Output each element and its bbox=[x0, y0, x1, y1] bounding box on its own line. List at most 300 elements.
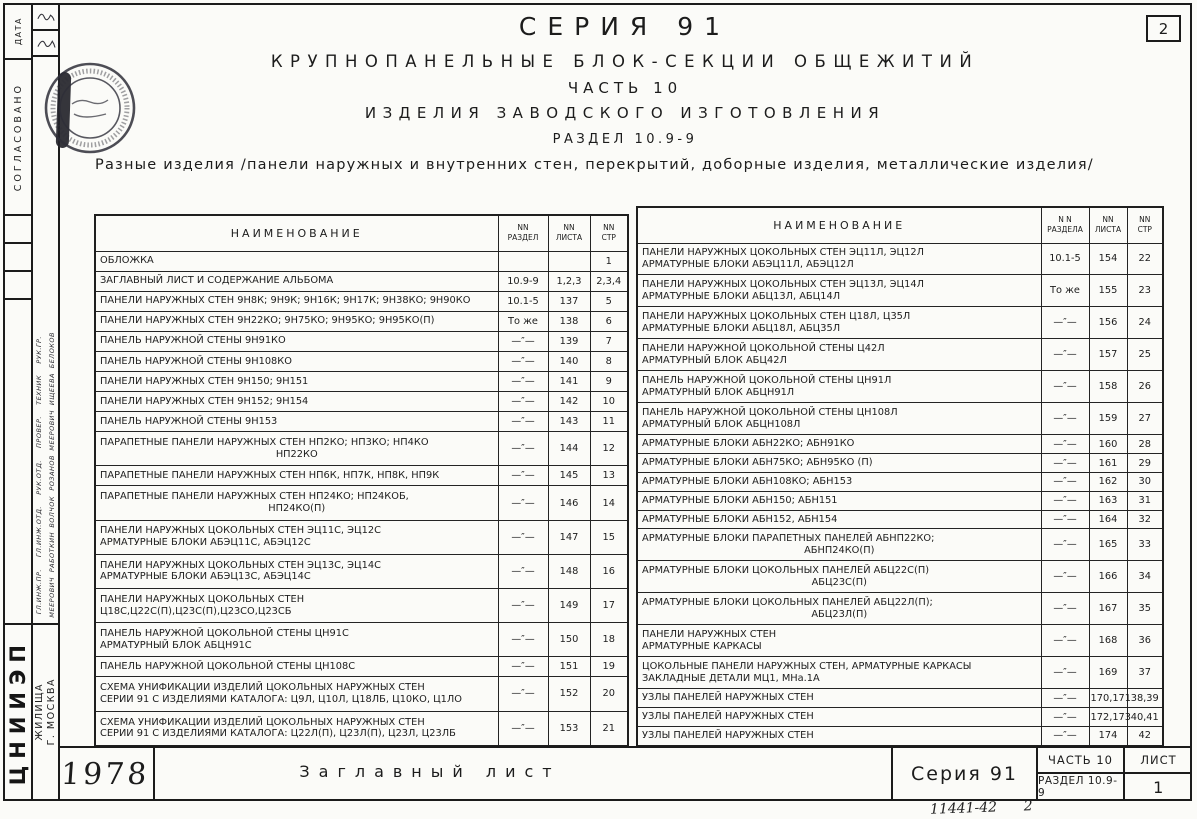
item-name-line1: ПАНЕЛИ НАРУЖНЫХ ЦОКОЛЬНЫХ СТЕН ЭЦ11С, ЭЦ12С bbox=[100, 525, 381, 537]
header-line-label: ЛИСТА bbox=[1094, 225, 1122, 235]
cell-sheet: 168 bbox=[1089, 625, 1127, 657]
cell-section: 10.1-5 bbox=[498, 291, 548, 311]
item-name-line2: АРМАТУРНЫЙ БЛОК АБЦ42Л bbox=[642, 354, 787, 366]
page-number-box bbox=[1146, 15, 1181, 42]
cell-section: —″— bbox=[498, 588, 548, 622]
cell-name bbox=[95, 392, 498, 412]
cell-name bbox=[95, 554, 498, 588]
cell-name bbox=[95, 623, 498, 657]
cell-section: —″— bbox=[498, 677, 548, 711]
cell-name bbox=[637, 708, 1041, 727]
signature-role-label: РУК.ОТД. bbox=[35, 459, 43, 495]
signature-name-label: МЕЕРОВИЧ bbox=[48, 410, 56, 451]
cell-sheet: 154 bbox=[1089, 243, 1127, 275]
cell-page: 12 bbox=[590, 432, 628, 466]
cell-page: 27 bbox=[1127, 403, 1163, 435]
rail-box-scribble bbox=[33, 31, 58, 57]
table-row bbox=[637, 657, 1163, 689]
cell-section: —″— bbox=[1041, 339, 1089, 371]
cell-name bbox=[95, 486, 498, 520]
signature-names bbox=[46, 330, 58, 620]
cell-page: 42 bbox=[1127, 726, 1163, 746]
cell-page: 8 bbox=[590, 351, 628, 371]
cell-section: —″— bbox=[498, 351, 548, 371]
cell-page: 19 bbox=[590, 657, 628, 677]
products-line: ИЗДЕЛИЯ ЗАВОДСКОГО ИЗГОТОВЛЕНИЯ bbox=[364, 104, 886, 122]
item-name-line1: ПАНЕЛЬ НАРУЖНОЙ ЦОКОЛЬНОЙ СТЕНЫ ЦН91С bbox=[100, 627, 349, 639]
table-row bbox=[637, 275, 1163, 307]
cell-name bbox=[95, 657, 498, 677]
cell-name bbox=[95, 588, 498, 622]
cell-page: 6 bbox=[590, 311, 628, 331]
item-name-line1: УЗЛЫ ПАНЕЛЕЙ НАРУЖНЫХ СТЕН bbox=[642, 711, 814, 723]
cell-sheet: 170,171 bbox=[1089, 689, 1127, 708]
item-name-line1: ПАНЕЛИ НАРУЖНЫХ СТЕН 9Н8К; 9Н9К; 9Н16К; 9Н17К; 9Н38КО; 9Н90КО bbox=[100, 295, 471, 307]
column-header-sheet bbox=[1089, 207, 1127, 243]
cell-sheet: 144 bbox=[548, 432, 590, 466]
handwritten-inventory-note: 11441-42 2 bbox=[929, 798, 1033, 818]
table-row bbox=[637, 593, 1163, 625]
cell-sheet: 146 bbox=[548, 486, 590, 520]
cell-name bbox=[95, 311, 498, 331]
cell-section: —″— bbox=[498, 554, 548, 588]
item-name-line2-centered: НП24КО(П) bbox=[268, 503, 326, 515]
cell-section: —″— bbox=[498, 711, 548, 746]
table-row bbox=[95, 486, 628, 520]
item-name-line1: ПАНЕЛИ НАРУЖНЫХ СТЕН 9Н152; 9Н154 bbox=[100, 395, 309, 407]
item-name-line2: АРМАТУРНЫЙ БЛОК АБЦН108Л bbox=[642, 418, 801, 430]
item-name-line2: АРМАТУРНЫЕ БЛОКИ АБЦ18Л, АБЦ35Л bbox=[642, 322, 841, 334]
cell-name bbox=[95, 466, 498, 486]
cell-page: 38,39 bbox=[1127, 689, 1163, 708]
table-row bbox=[637, 561, 1163, 593]
cell-page: 28 bbox=[1127, 435, 1163, 454]
item-name-line1: УЗЛЫ ПАНЕЛЕЙ НАРУЖНЫХ СТЕН bbox=[642, 730, 814, 742]
cell-page: 37 bbox=[1127, 657, 1163, 689]
page-subtitle: КРУПНОПАНЕЛЬНЫЕ БЛОК-СЕКЦИИ ОБЩЕЖИТИЙ bbox=[270, 52, 980, 71]
cell-sheet: 165 bbox=[1089, 529, 1127, 561]
item-name-line2: АРМАТУРНЫЕ КАРКАСЫ bbox=[642, 640, 762, 652]
item-name-line1: ПАНЕЛИ НАРУЖНЫХ ЦОКОЛЬНЫХ СТЕН Ц18С,Ц22С(П),Ц23С(П),Ц23СО,Ц23СБ bbox=[100, 593, 305, 617]
cell-name bbox=[95, 371, 498, 391]
item-name-line2: СЕРИИ 91 С ИЗДЕЛИЯМИ КАТАЛОГА: Ц9Л, Ц10Л, Ц18ЛБ, Ц10КО, Ц1ЛО bbox=[100, 693, 462, 705]
sheet-number: 1 bbox=[1153, 777, 1164, 797]
signature-role-label: ГЛ.ИНЖ.ОТД. bbox=[35, 506, 43, 558]
table-row bbox=[637, 243, 1163, 275]
cell-section: —″— bbox=[498, 331, 548, 351]
cell-section: —″— bbox=[1041, 689, 1089, 708]
table-row bbox=[95, 271, 628, 291]
section-line: РАЗДЕЛ 10.9-9 bbox=[552, 132, 698, 147]
table-row bbox=[95, 291, 628, 311]
table-row bbox=[95, 412, 628, 432]
table-header-row bbox=[95, 215, 628, 251]
cell-section: —″— bbox=[1041, 657, 1089, 689]
cell-page: 13 bbox=[590, 466, 628, 486]
table-row bbox=[637, 510, 1163, 529]
item-name-line2-centered: АБНП24КО(П) bbox=[804, 544, 875, 556]
item-name-line1: ПАНЕЛИ НАРУЖНЫХ СТЕН 9Н150; 9Н151 bbox=[100, 375, 309, 387]
cell-sheet: 152 bbox=[548, 677, 590, 711]
table-row bbox=[637, 473, 1163, 492]
cell-section: 10.1-5 bbox=[1041, 243, 1089, 275]
header-line-nn: NN bbox=[1139, 214, 1151, 224]
table-row bbox=[637, 529, 1163, 561]
table-row bbox=[95, 351, 628, 371]
cell-sheet: 150 bbox=[548, 623, 590, 657]
sheet-label: ЛИСТ bbox=[1125, 748, 1192, 774]
cell-page: 22 bbox=[1127, 243, 1163, 275]
cell-sheet: 141 bbox=[548, 371, 590, 391]
item-name-line1: АРМАТУРНЫЕ БЛОКИ ЦОКОЛЬНЫХ ПАНЕЛЕЙ АБЦ22С(П) bbox=[642, 565, 930, 577]
cell-name bbox=[637, 657, 1041, 689]
rail-box-date bbox=[5, 5, 31, 60]
item-name-line2: АРМАТУРНЫЙ БЛОК АБЦН91Л bbox=[642, 386, 795, 398]
cell-page: 24 bbox=[1127, 307, 1163, 339]
item-name-line1: ПАНЕЛИ НАРУЖНЫХ ЦОКОЛЬНЫХ СТЕН ЭЦ13Л, ЭЦ14Л bbox=[642, 279, 924, 291]
item-name-line1: ПАНЕЛИ НАРУЖНЫХ ЦОКОЛЬНЫХ СТЕН ЭЦ13С, ЭЦ14С bbox=[100, 559, 381, 571]
item-name-line1: УЗЛЫ ПАНЕЛЕЙ НАРУЖНЫХ СТЕН bbox=[642, 692, 814, 704]
table-row bbox=[95, 520, 628, 554]
item-name-line1: ПАНЕЛЬ НАРУЖНОЙ СТЕНЫ 9Н108КО bbox=[100, 355, 292, 367]
item-name-line2: АРМАТУРНЫЕ БЛОКИ АБЭЦ11Л, АБЭЦ12Л bbox=[642, 258, 854, 270]
cell-sheet: 139 bbox=[548, 331, 590, 351]
cell-name bbox=[637, 473, 1041, 492]
cell-name bbox=[637, 561, 1041, 593]
cell-section bbox=[498, 251, 548, 271]
cell-page: 20 bbox=[590, 677, 628, 711]
column-header-page bbox=[1127, 207, 1163, 243]
item-name-line2-centered: АБЦ23С(П) bbox=[811, 576, 867, 588]
cell-page: 30 bbox=[1127, 473, 1163, 492]
cell-sheet: 169 bbox=[1089, 657, 1127, 689]
rail-box-empty bbox=[5, 272, 31, 300]
item-name-line1: ПАНЕЛЬ НАРУЖНОЙ ЦОКОЛЬНОЙ СТЕНЫ ЦН108Л bbox=[642, 407, 898, 419]
cell-sheet: 163 bbox=[1089, 491, 1127, 510]
cell-name bbox=[95, 251, 498, 271]
part-line: ЧАСТЬ 10 bbox=[567, 79, 683, 97]
cell-sheet: 158 bbox=[1089, 371, 1127, 403]
cell-section: 10.9-9 bbox=[498, 271, 548, 291]
cell-sheet: 160 bbox=[1089, 435, 1127, 454]
item-name-line1: ПАНЕЛЬ НАРУЖНОЙ ЦОКОЛЬНОЙ СТЕНЫ ЦН108С bbox=[100, 660, 356, 672]
column-header-page bbox=[590, 215, 628, 251]
item-name-line1: АРМАТУРНЫЕ БЛОКИ ПАРАПЕТНЫХ ПАНЕЛЕЙ АБНП22КО; bbox=[642, 533, 935, 545]
header-line-label: ЛИСТА bbox=[555, 233, 583, 243]
cell-section: —″— bbox=[1041, 371, 1089, 403]
cell-page: 29 bbox=[1127, 454, 1163, 473]
cell-sheet: 174 bbox=[1089, 726, 1127, 746]
item-name-line1: АРМАТУРНЫЕ БЛОКИ АБН75КО; АБН95КО (П) bbox=[642, 457, 873, 469]
cell-page: 23 bbox=[1127, 275, 1163, 307]
org-line1: ЖИЛИЩА bbox=[34, 683, 45, 741]
signature-name-label: БЕЛОКОВ bbox=[48, 332, 56, 369]
cell-page: 40,41 bbox=[1127, 708, 1163, 727]
cell-section: То же bbox=[498, 311, 548, 331]
cell-page: 36 bbox=[1127, 625, 1163, 657]
table-row bbox=[637, 625, 1163, 657]
cell-name bbox=[637, 510, 1041, 529]
description-line: Разные изделия /панели наружных и внутренних стен, перекрытий, доборные изделия, металлические изделия/ bbox=[95, 157, 1094, 173]
cell-page: 14 bbox=[590, 486, 628, 520]
table-row bbox=[637, 371, 1163, 403]
item-name-line2: ЗАКЛАДНЫЕ ДЕТАЛИ МЦ1, МНа.1А bbox=[642, 672, 820, 684]
cell-section: —″— bbox=[1041, 708, 1089, 727]
table-row bbox=[637, 454, 1163, 473]
cell-sheet: 149 bbox=[548, 588, 590, 622]
cell-section: —″— bbox=[1041, 625, 1089, 657]
table-row bbox=[95, 251, 628, 271]
table-row bbox=[637, 339, 1163, 371]
item-name-line1: АРМАТУРНЫЕ БЛОКИ АБН22КО; АБН91КО bbox=[642, 438, 855, 450]
item-name-line2-centered: АБЦ23Л(П) bbox=[811, 608, 868, 620]
rail-box-scribble bbox=[33, 5, 58, 31]
table-header-row bbox=[637, 207, 1163, 243]
cell-sheet: 142 bbox=[548, 392, 590, 412]
cell-section: —″— bbox=[498, 432, 548, 466]
cell-page: 16 bbox=[590, 554, 628, 588]
contents-table bbox=[636, 206, 1164, 747]
cell-page: 9 bbox=[590, 371, 628, 391]
column-header-section bbox=[498, 215, 548, 251]
cell-sheet: 164 bbox=[1089, 510, 1127, 529]
table-row bbox=[95, 623, 628, 657]
signature-role-label: ПРОВЕР. bbox=[35, 416, 43, 449]
cell-sheet: 161 bbox=[1089, 454, 1127, 473]
table-row bbox=[95, 331, 628, 351]
header-line-label: СТР bbox=[1137, 225, 1152, 235]
cell-page: 21 bbox=[590, 711, 628, 746]
cell-section: —″— bbox=[1041, 491, 1089, 510]
cell-section: —″— bbox=[1041, 403, 1089, 435]
signature-roles bbox=[33, 330, 45, 620]
cell-sheet: 156 bbox=[1089, 307, 1127, 339]
item-name-line2: АРМАТУРНЫЙ БЛОК АБЦН91С bbox=[100, 639, 252, 651]
cell-name bbox=[95, 351, 498, 371]
item-name-line2-centered: НП22КО bbox=[275, 448, 318, 460]
table-row bbox=[95, 554, 628, 588]
cell-page: 18 bbox=[590, 623, 628, 657]
cell-name bbox=[637, 435, 1041, 454]
cell-name bbox=[637, 593, 1041, 625]
cell-section: —″— bbox=[498, 466, 548, 486]
cell-sheet: 143 bbox=[548, 412, 590, 432]
item-name-line1: ПАРАПЕТНЫЕ ПАНЕЛИ НАРУЖНЫХ СТЕН НП2КО; НП3КО; НП4КО bbox=[100, 437, 429, 449]
cell-name bbox=[95, 331, 498, 351]
cell-sheet: 172,173 bbox=[1089, 708, 1127, 727]
cell-section: —″— bbox=[498, 486, 548, 520]
item-name-line1: ЗАГЛАВНЫЙ ЛИСТ И СОДЕРЖАНИЕ АЛЬБОМА bbox=[100, 275, 334, 287]
cell-sheet: 148 bbox=[548, 554, 590, 588]
cell-sheet: 157 bbox=[1089, 339, 1127, 371]
cell-section: —″— bbox=[1041, 473, 1089, 492]
header-line-nn: NN bbox=[603, 222, 615, 232]
signature-name-label: ИЩЕЕВА bbox=[48, 373, 56, 406]
cell-sheet: 151 bbox=[548, 657, 590, 677]
table-row bbox=[637, 491, 1163, 510]
column-header-sheet bbox=[548, 215, 590, 251]
cell-page: 11 bbox=[590, 412, 628, 432]
cell-name bbox=[95, 677, 498, 711]
item-name-line1: АРМАТУРНЫЕ БЛОКИ ЦОКОЛЬНЫХ ПАНЕЛЕЙ АБЦ22Л(П); bbox=[642, 597, 933, 609]
cell-sheet: 1,2,3 bbox=[548, 271, 590, 291]
cell-name bbox=[637, 275, 1041, 307]
table-row bbox=[637, 726, 1163, 746]
cell-page: 32 bbox=[1127, 510, 1163, 529]
item-name-line1: ПАНЕЛИ НАРУЖНОЙ ЦОКОЛЬНОЙ СТЕНЫ Ц42Л bbox=[642, 343, 885, 355]
approval-stamp-icon bbox=[42, 60, 138, 156]
cell-section: —″— bbox=[1041, 454, 1089, 473]
signature-name-label: МЕЕРОВИЧ bbox=[48, 576, 56, 618]
year-box bbox=[58, 748, 155, 800]
year: 1978 bbox=[60, 756, 151, 792]
signature-name-label: РАБОТКИН bbox=[48, 531, 56, 573]
cell-page: 15 bbox=[590, 520, 628, 554]
column-header-name: НАИМЕНОВАНИЕ bbox=[637, 207, 1041, 243]
cell-name bbox=[637, 307, 1041, 339]
column-header-name: НАИМЕНОВАНИЕ bbox=[95, 215, 498, 251]
cell-section: —″— bbox=[1041, 510, 1089, 529]
cell-sheet bbox=[548, 251, 590, 271]
item-name-line1: ПАНЕЛИ НАРУЖНЫХ СТЕН bbox=[642, 629, 777, 641]
table-row bbox=[637, 307, 1163, 339]
cell-name bbox=[95, 520, 498, 554]
contents-table-left bbox=[94, 214, 627, 747]
cell-section: —″— bbox=[498, 520, 548, 554]
cell-name bbox=[637, 491, 1041, 510]
cell-name bbox=[637, 529, 1041, 561]
date-label: ДАТА bbox=[13, 17, 23, 46]
cell-name bbox=[637, 371, 1041, 403]
cell-page: 25 bbox=[1127, 339, 1163, 371]
contents-table-right bbox=[636, 206, 1162, 747]
cell-page: 35 bbox=[1127, 593, 1163, 625]
table-row bbox=[637, 689, 1163, 708]
header-line-label: РАЗДЕЛА bbox=[1047, 225, 1083, 235]
cell-sheet: 162 bbox=[1089, 473, 1127, 492]
cell-sheet: 147 bbox=[548, 520, 590, 554]
rail-box-org-sub bbox=[33, 625, 58, 799]
cell-sheet: 155 bbox=[1089, 275, 1127, 307]
table-row bbox=[95, 657, 628, 677]
item-name-line1: АРМАТУРНЫЕ БЛОКИ АБН108КО; АБН153 bbox=[642, 476, 853, 488]
header-line-nn: NN bbox=[1102, 214, 1114, 224]
cell-page: 31 bbox=[1127, 491, 1163, 510]
cell-section: —″— bbox=[498, 623, 548, 657]
item-name-line2: АРМАТУРНЫЕ БЛОКИ АБЭЦ11С, АБЭЦ12С bbox=[100, 537, 311, 549]
item-name-line1: АРМАТУРНЫЕ БЛОКИ АБН150; АБН151 bbox=[642, 494, 838, 506]
item-name-line1: ПАНЕЛИ НАРУЖНЫХ ЦОКОЛЬНЫХ СТЕН Ц18Л, Ц35Л bbox=[642, 311, 911, 323]
cell-page: 34 bbox=[1127, 561, 1163, 593]
handwritten-mark-icon bbox=[36, 8, 56, 26]
item-name-line1: СХЕМА УНИФИКАЦИИ ИЗДЕЛИЙ ЦОКОЛЬНЫХ НАРУЖНЫХ СТЕН bbox=[100, 716, 425, 728]
cell-name bbox=[95, 432, 498, 466]
cell-section: —″— bbox=[1041, 435, 1089, 454]
cell-page: 2,3,4 bbox=[590, 271, 628, 291]
cell-name bbox=[637, 243, 1041, 275]
rail-box-org bbox=[5, 625, 31, 799]
cell-name bbox=[637, 726, 1041, 746]
cell-name bbox=[637, 625, 1041, 657]
cell-section: —″— bbox=[1041, 561, 1089, 593]
table-row bbox=[95, 311, 628, 331]
item-name-line1: ПАНЕЛЬ НАРУЖНОЙ СТЕНЫ 9Н91КО bbox=[100, 335, 286, 347]
item-name-line1: ПАРАПЕТНЫЕ ПАНЕЛИ НАРУЖНЫХ СТЕН НП6К, НП7К, НП8К, НП9К bbox=[100, 470, 440, 482]
table-row bbox=[637, 708, 1163, 727]
signature-name-label: РОЗАНОВ bbox=[48, 455, 56, 491]
cell-page: 17 bbox=[590, 588, 628, 622]
cell-page: 10 bbox=[590, 392, 628, 412]
item-name-line1: ЦОКОЛЬНЫЕ ПАНЕЛИ НАРУЖНЫХ СТЕН, АРМАТУРНЫЕ КАРКАСЫ bbox=[642, 661, 972, 673]
cell-name bbox=[95, 291, 498, 311]
table-row bbox=[95, 371, 628, 391]
cell-sheet: 145 bbox=[548, 466, 590, 486]
cell-name bbox=[637, 689, 1041, 708]
cell-name bbox=[95, 711, 498, 746]
table-row bbox=[637, 403, 1163, 435]
item-name-line1: ПАРАПЕТНЫЕ ПАНЕЛИ НАРУЖНЫХ СТЕН НП24КО; НП24КОБ, bbox=[100, 491, 409, 503]
item-name-line1: СХЕМА УНИФИКАЦИИ ИЗДЕЛИЙ ЦОКОЛЬНЫХ НАРУЖНЫХ СТЕН bbox=[100, 682, 425, 694]
cell-name bbox=[637, 403, 1041, 435]
cell-section: —″— bbox=[498, 392, 548, 412]
item-name-line1: ПАНЕЛИ НАРУЖНЫХ ЦОКОЛЬНЫХ СТЕН ЭЦ11Л, ЭЦ12Л bbox=[642, 247, 924, 259]
handwritten-mark-icon bbox=[36, 34, 56, 52]
cell-section: —″— bbox=[1041, 726, 1089, 746]
item-name-line2: СЕРИИ 91 С ИЗДЕЛИЯМИ КАТАЛОГА: Ц22Л(П), Ц23Л(П), Ц23Л, Ц23ЛБ bbox=[100, 728, 456, 740]
table-row bbox=[95, 677, 628, 711]
cell-page: 26 bbox=[1127, 371, 1163, 403]
part-label: ЧАСТЬ 10 bbox=[1038, 748, 1123, 774]
signature-name-label: ВОЛЧОК bbox=[48, 495, 56, 528]
cell-page: 1 bbox=[590, 251, 628, 271]
cell-name bbox=[95, 412, 498, 432]
cell-sheet: 153 bbox=[548, 711, 590, 746]
signature-role-label: ГЛ.ИНЖ.ПР. bbox=[35, 568, 43, 615]
cell-sheet: 137 bbox=[548, 291, 590, 311]
org-line2: Г. МОСКВА bbox=[46, 678, 57, 746]
item-name-line1: АРМАТУРНЫЕ БЛОКИ АБН152, АБН154 bbox=[642, 513, 838, 525]
item-name-line1: ПАНЕЛЬ НАРУЖНОЙ СТЕНЫ 9Н153 bbox=[100, 415, 278, 427]
table-row bbox=[95, 432, 628, 466]
table-row bbox=[95, 392, 628, 412]
cell-sheet: 140 bbox=[548, 351, 590, 371]
cell-section: —″— bbox=[498, 412, 548, 432]
cell-sheet: 159 bbox=[1089, 403, 1127, 435]
signature-role-label: ТЕХНИК bbox=[35, 374, 43, 405]
series-cell: Серия 91 bbox=[893, 748, 1038, 800]
cell-section: —″— bbox=[1041, 307, 1089, 339]
header-line-label: РАЗДЕЛ bbox=[507, 233, 539, 243]
cell-sheet: 167 bbox=[1089, 593, 1127, 625]
cell-section: То же bbox=[1041, 275, 1089, 307]
cell-section: —″— bbox=[498, 657, 548, 677]
section-label: РАЗДЕЛ 10.9-9 bbox=[1038, 775, 1118, 799]
cell-page: 5 bbox=[590, 291, 628, 311]
item-name-line2: АРМАТУРНЫЕ БЛОКИ АБЭЦ13С, АБЭЦ14С bbox=[100, 571, 311, 583]
part-section-cell bbox=[1038, 748, 1125, 800]
table-row bbox=[95, 711, 628, 746]
table-row bbox=[95, 466, 628, 486]
cell-sheet: 138 bbox=[548, 311, 590, 331]
title-block bbox=[891, 748, 1192, 800]
signature-role-label: РУК.ГР. bbox=[35, 335, 43, 364]
cell-section: —″— bbox=[1041, 529, 1089, 561]
sheet-title: Заглавный лист bbox=[299, 762, 561, 781]
rail-box-approved bbox=[5, 60, 31, 216]
item-name-line1: ПАНЕЛИ НАРУЖНЫХ СТЕН 9Н22КО; 9Н75КО; 9Н95КО; 9Н95КО(П) bbox=[100, 315, 435, 327]
cell-sheet: 166 bbox=[1089, 561, 1127, 593]
header-line-nn: N N bbox=[1058, 214, 1072, 224]
